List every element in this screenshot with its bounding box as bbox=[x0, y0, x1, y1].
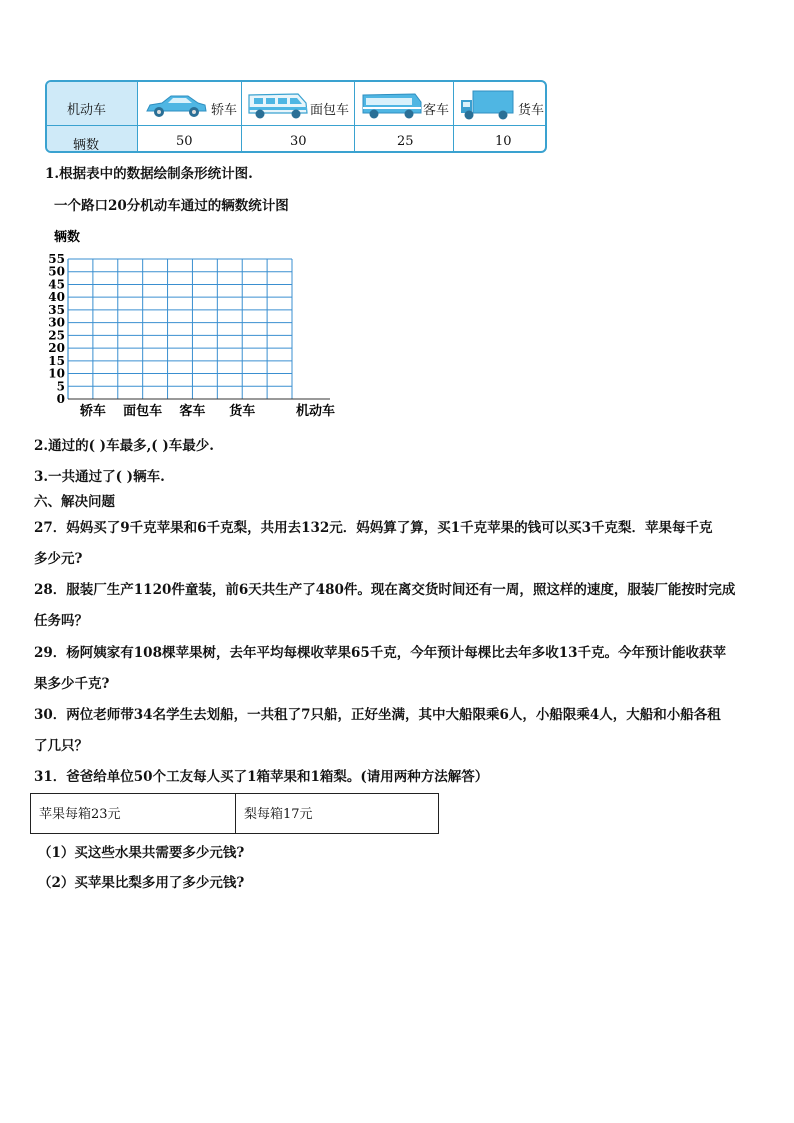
vehicle-header-label: 机动车 bbox=[67, 103, 107, 118]
x-tick-label: 轿车 bbox=[79, 404, 106, 419]
y-tick-label: 25 bbox=[48, 328, 65, 343]
x-tick-label: 面包车 bbox=[123, 404, 163, 419]
chart-y-axis-label: 辆数 bbox=[54, 230, 81, 245]
y-tick-label: 15 bbox=[48, 353, 65, 368]
vehicle-name-bus: 客车 bbox=[423, 103, 450, 118]
problem-29-line-2: 果多少千克? bbox=[34, 676, 110, 692]
count-header-label: 辆数 bbox=[73, 138, 100, 153]
y-tick-label: 10 bbox=[48, 366, 65, 381]
vehicle-table bbox=[45, 80, 547, 153]
y-tick-label: 5 bbox=[56, 379, 65, 394]
problem-27-line-1: 27．妈妈买了9千克苹果和6千克梨，共用去132元．妈妈算了算，买1千克苹果的钱可以买3千克梨．苹果每千克 bbox=[34, 520, 713, 536]
sub-question-2: （2）买苹果比梨多用了多少元钱? bbox=[38, 875, 245, 891]
sub-question-1: （1）买这些水果共需要多少元钱? bbox=[38, 845, 245, 861]
count-cell-bus bbox=[355, 126, 454, 153]
count-minibus: 30 bbox=[290, 134, 307, 149]
question-1: 1.根据表中的数据绘制条形统计图. bbox=[45, 166, 253, 182]
vehicle-cell-bus bbox=[355, 82, 454, 126]
vehicle-name-minibus: 面包车 bbox=[310, 103, 350, 118]
problem-27-line-2: 多少元? bbox=[34, 551, 83, 567]
sedan-car-icon bbox=[144, 92, 208, 120]
apple-price-cell bbox=[31, 794, 236, 833]
minibus-icon bbox=[246, 89, 310, 121]
vehicle-cell-truck bbox=[454, 82, 547, 126]
chart-x-ticks bbox=[79, 403, 255, 419]
problem-30-line-1: 30．两位老师带34名学生去划船，一共租了7只船，正好坐满，其中大船限乘6人，小船限乘4人，大船和小船各租 bbox=[34, 707, 721, 723]
count-cell-sedan bbox=[138, 126, 242, 153]
problem-30-line-2: 了几只？ bbox=[34, 738, 88, 754]
vehicle-header-cell bbox=[47, 82, 138, 126]
x-tick-label: 客车 bbox=[179, 404, 206, 419]
y-tick-label: 40 bbox=[48, 290, 65, 305]
count-header-cell bbox=[47, 126, 138, 153]
vehicle-name-truck: 货车 bbox=[518, 103, 545, 118]
chart-x-axis-label: 机动车 bbox=[296, 404, 336, 419]
chart-y-ticks bbox=[48, 252, 65, 406]
apple-price-text: 苹果每箱23元 bbox=[39, 807, 121, 822]
truck-icon bbox=[459, 88, 515, 122]
vehicle-cell-sedan bbox=[138, 82, 242, 126]
pear-price-text: 梨每箱17元 bbox=[244, 807, 313, 822]
y-tick-label: 35 bbox=[48, 302, 65, 317]
y-tick-label: 30 bbox=[48, 315, 65, 330]
chart-title: 一个路口20分机动车通过的辆数统计图 bbox=[54, 198, 289, 214]
count-truck: 10 bbox=[495, 134, 512, 149]
y-tick-label: 55 bbox=[48, 252, 65, 266]
count-bus: 25 bbox=[397, 134, 414, 149]
y-tick-label: 20 bbox=[48, 341, 65, 356]
vehicle-name-sedan: 轿车 bbox=[211, 103, 238, 118]
y-tick-label: 0 bbox=[56, 392, 65, 406]
bar-chart-grid bbox=[30, 225, 360, 425]
count-cell-truck bbox=[454, 126, 547, 153]
problem-28-line-2: 任务吗？ bbox=[34, 613, 88, 629]
x-tick-label: 货车 bbox=[229, 404, 256, 419]
y-tick-label: 45 bbox=[48, 277, 65, 292]
count-cell-minibus bbox=[242, 126, 355, 153]
question-2: 2.通过的( )车最多,( )车最少. bbox=[34, 438, 214, 454]
question-3: 3.一共通过了( )辆车. bbox=[34, 469, 165, 485]
coach-bus-icon bbox=[361, 90, 423, 120]
fruit-price-table bbox=[30, 793, 439, 834]
problem-29-line-1: 29．杨阿姨家有108棵苹果树，去年平均每棵收苹果65千克，今年预计每棵比去年多收13千克。今年预计能收获苹 bbox=[34, 645, 727, 661]
pear-price-cell bbox=[236, 794, 438, 833]
vehicle-cell-minibus bbox=[242, 82, 355, 126]
y-tick-label: 50 bbox=[48, 264, 65, 279]
problem-31: 31．爸爸给单位50个工友每人买了1箱苹果和1箱梨。(请用两种方法解答） bbox=[34, 769, 489, 785]
chart-axes bbox=[68, 259, 330, 399]
section-title: 六、解决问题 bbox=[34, 494, 115, 510]
count-sedan: 50 bbox=[176, 134, 193, 149]
problem-28-line-1: 28．服装厂生产1120件童装，前6天共生产了480件。现在离交货时间还有一周，照这样的速度，服装厂能按时完成 bbox=[34, 582, 736, 598]
chart-grid bbox=[68, 259, 292, 399]
